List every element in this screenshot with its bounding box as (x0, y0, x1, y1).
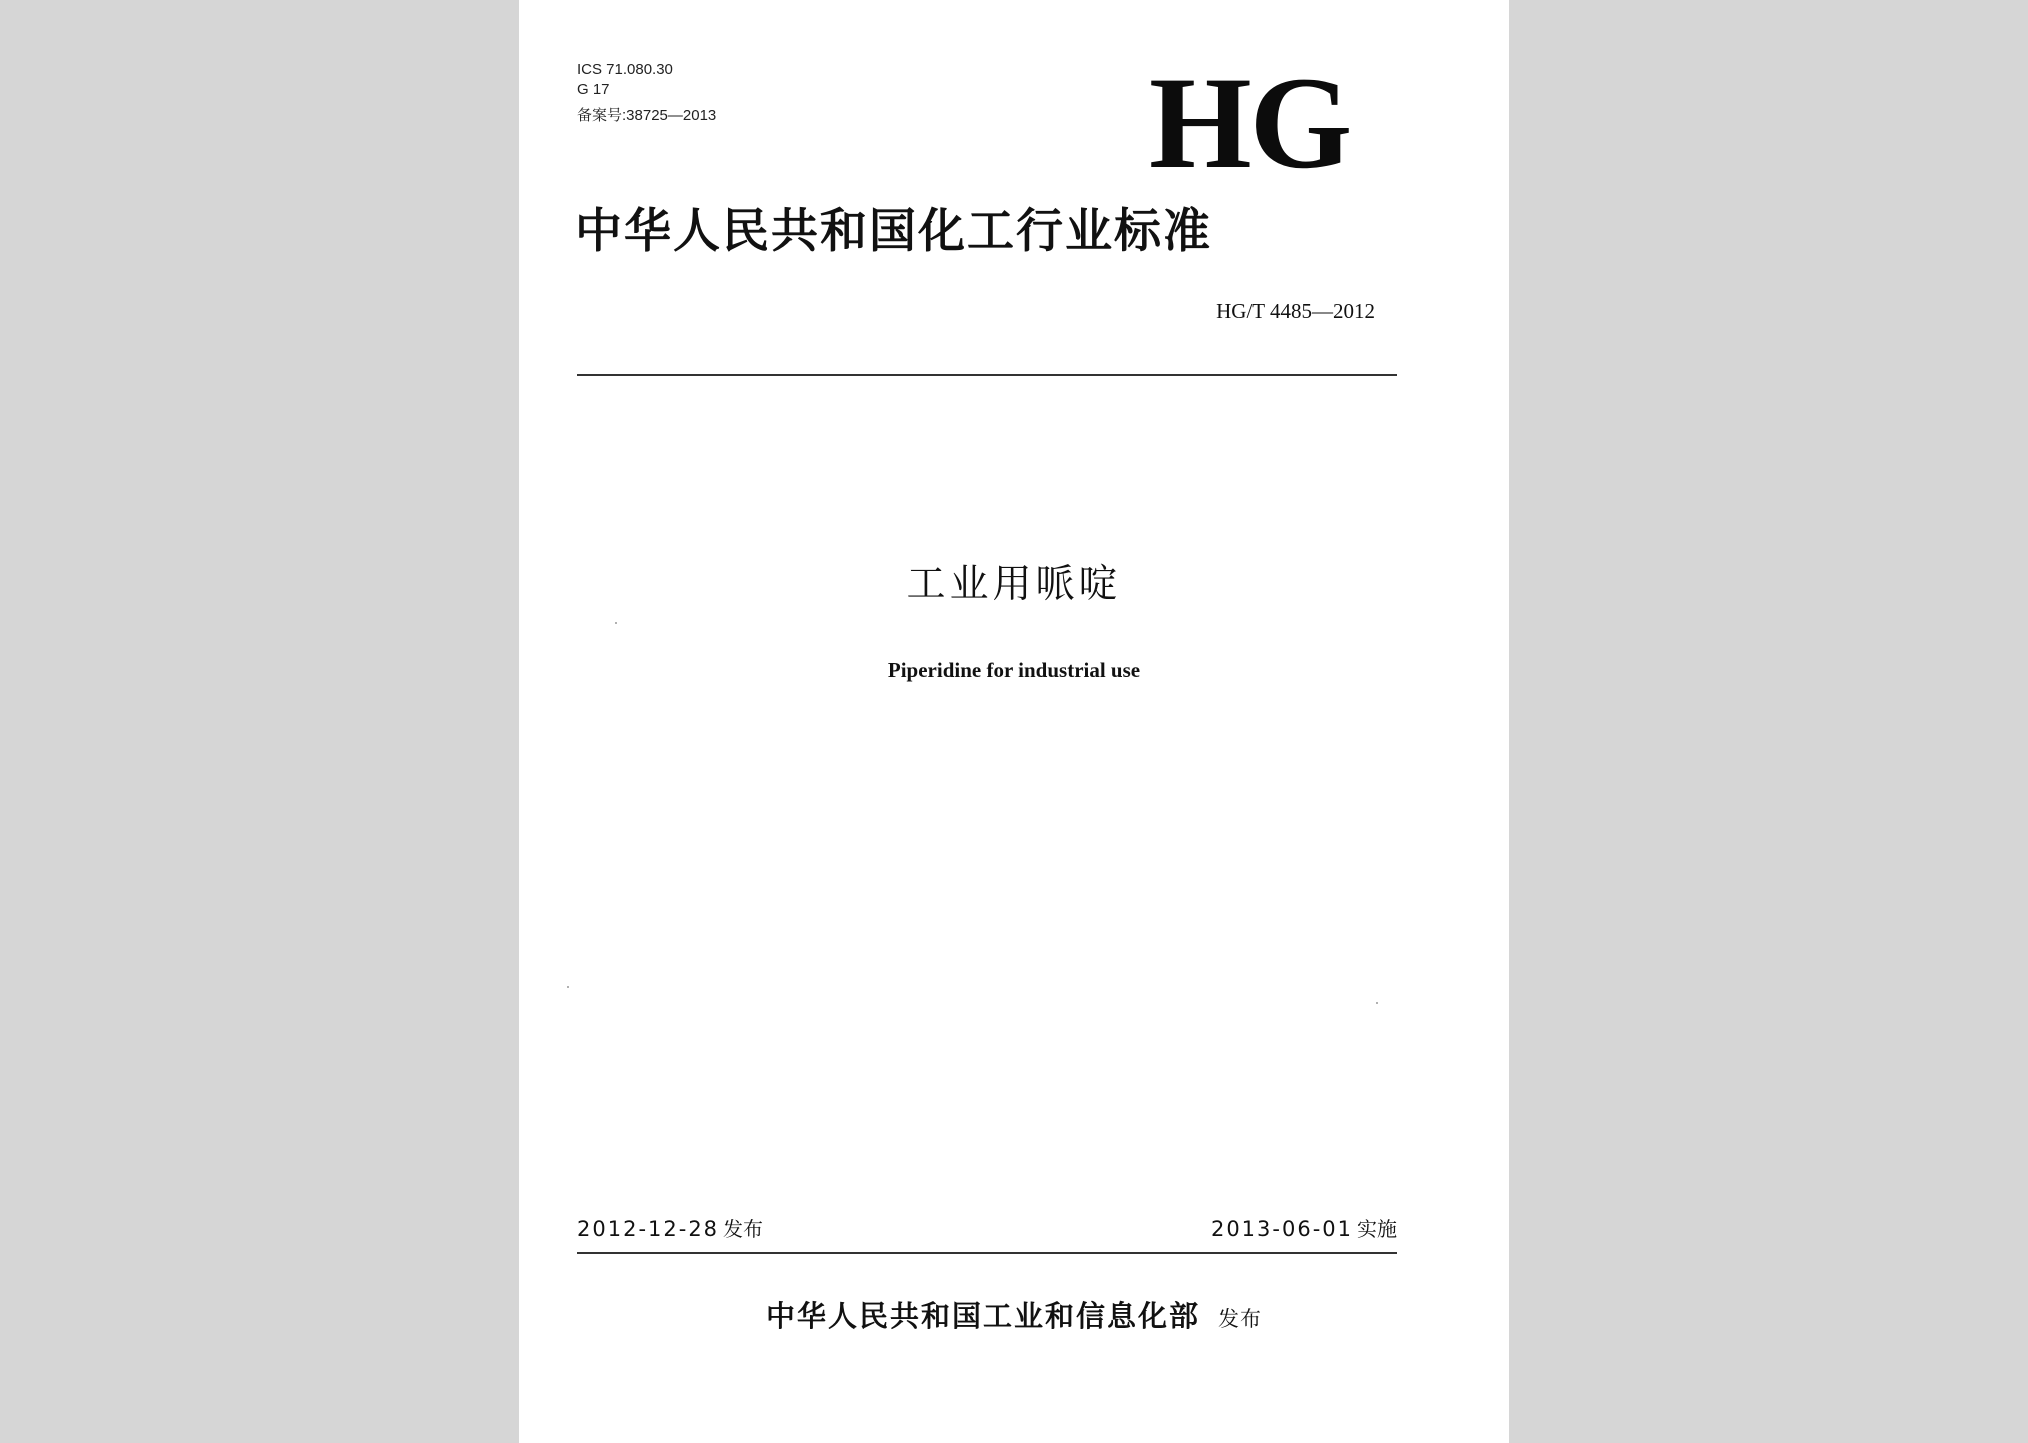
scan-speck (615, 622, 617, 624)
ccs-code: G 17 (577, 81, 610, 98)
hg-logo: HG (1149, 49, 1351, 196)
publisher (519, 1296, 1509, 1339)
scan-speck (1376, 1002, 1378, 1004)
document-page (519, 0, 1509, 1443)
document-title-chinese: 工业用哌啶 (906, 562, 1122, 607)
ics-code: ICS 71.080.30 (577, 61, 673, 78)
standard-number: HG/T 4485—2012 (1216, 299, 1375, 323)
publisher-name: 中华人民共和国工业和信息化部 (765, 1299, 1200, 1333)
scan-speck (567, 986, 569, 988)
effective-date (1211, 1215, 1397, 1243)
issued-label: 发布 (723, 1217, 764, 1241)
document-title-english: Piperidine for industrial use (887, 658, 1141, 682)
bottom-divider (577, 1252, 1397, 1254)
issued-date-value: 2012-12-28 (577, 1217, 720, 1241)
effective-label: 实施 (1357, 1217, 1397, 1241)
issued-date (577, 1215, 763, 1243)
effective-date-value: 2013-06-01 (1210, 1217, 1353, 1241)
registration-number: 备案号:38725—2013 (577, 107, 717, 124)
standard-title: 中华人民共和国化工行业标准 (575, 204, 1212, 259)
publisher-label: 发布 (1218, 1307, 1262, 1331)
top-divider (577, 374, 1397, 376)
